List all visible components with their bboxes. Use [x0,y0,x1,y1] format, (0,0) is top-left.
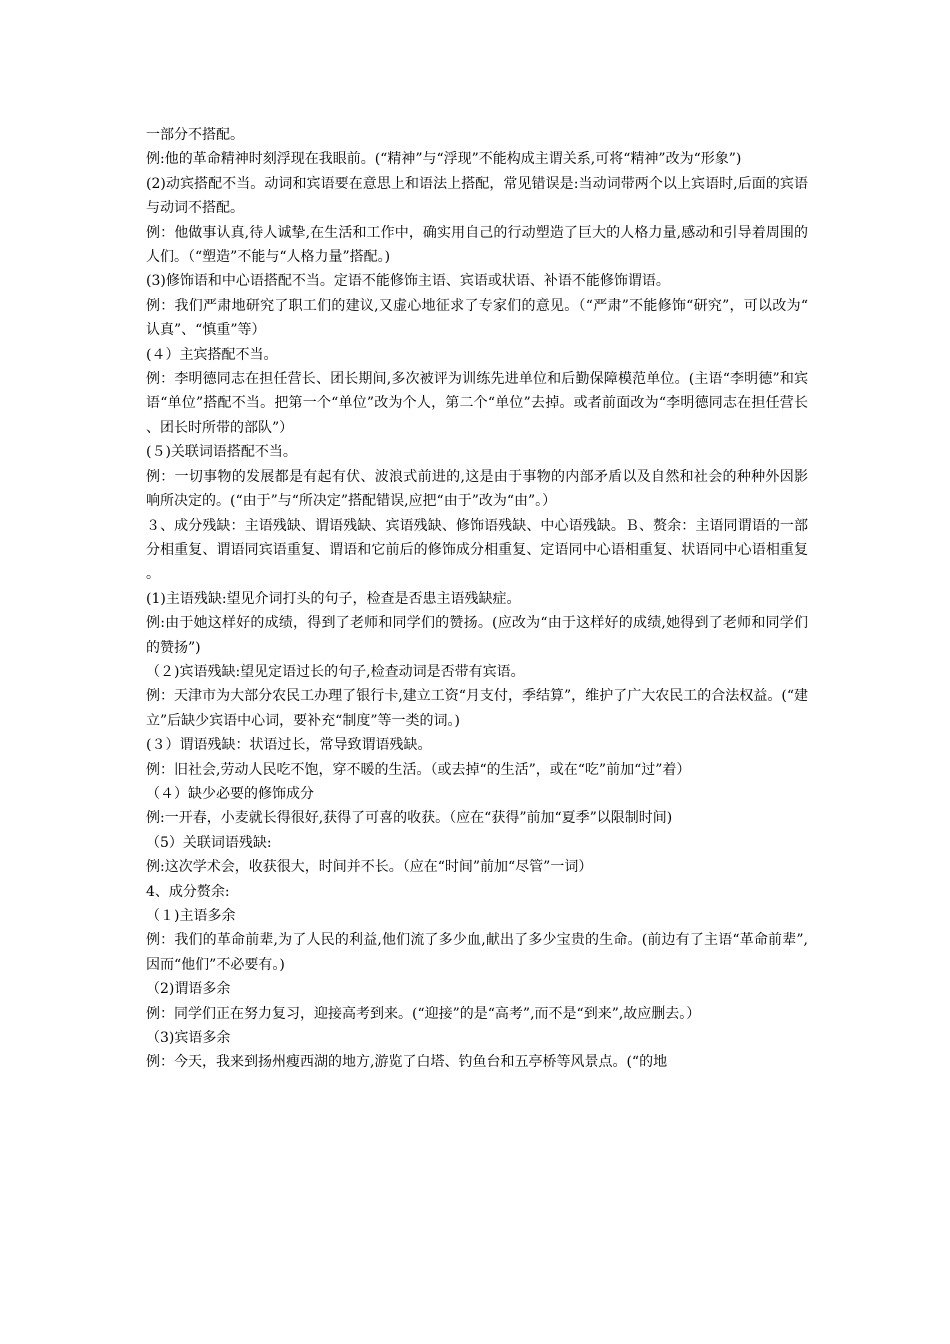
paragraph: 4、成分赘余: [146,883,230,900]
paragraph: 例:由于她这样好的成绩，得到了老师和同学们的赞扬。(应改为“由于这样好的成绩,她得到了老师和同学们的赞扬”) [146,615,808,656]
paragraph: （４）缺少必要的修饰成分 [146,785,314,802]
paragraph: 例:他的革命精神时刻浮现在我眼前。(“精神”与“浮现”不能构成主谓关系,可将“精神”改为“形象”) [146,151,742,168]
paragraph: （2)谓语多余 [146,981,231,998]
paragraph: (3)修饰语和中心语搭配不当。定语不能修饰主语、宾语或状语、补语不能修饰谓语。 [146,273,670,290]
document-body [146,123,808,1075]
paragraph: (３）谓语残缺：状语过长，常导致谓语残缺。 [146,737,432,754]
paragraph: （3)宾语多余 [146,1030,231,1047]
paragraph: 例:这次学术会，收获很大，时间并不长。（应在“时间”前加“尽管”一词） [146,859,593,876]
paragraph: 例：李明德同志在担任营长、团长期间,多次被评为训练先进单位和后勤保障模范单位。(主语“李明德”和宾语“单位”搭配不当。把第一个“单位”改为个人，第二个“单位”去掉。或者前面改为“李明德同志在担任营长、团长时所带的部队”） [146,371,808,436]
paragraph: (2)动宾搭配不当。动词和宾语要在意思上和语法上搭配，常见错误是:当动词带两个以上宾语时,后面的宾语与动词不搭配。 [146,175,808,217]
paragraph: 例：我们严肃地研究了职工们的建议,又虚心地征求了专家们的意见。（“严肃”不能修饰“研究”，可以改为“认真”、“慎重”等） [146,297,808,339]
paragraph: 例：今天，我来到扬州瘦西湖的地方,游览了白塔、钓鱼台和五亭桥等风景点。(“的地 [146,1054,668,1071]
paragraph: 例：一切事物的发展都是有起有伏、波浪式前进的,这是由于事物的内部矛盾以及自然和社会的种种外因影响所决定的。(“由于”与“所决定”搭配错误,应把“由于”改为“由”。） [146,468,808,510]
paragraph: 例：旧社会,劳动人民吃不饱，穿不暖的生活。（或去掉“的生活”，或在“吃”前加“过”着） [146,761,691,778]
paragraph: (４）主宾搭配不当。 [146,346,278,363]
paragraph: 一部分不搭配。 [146,127,244,143]
paragraph: 例：我们的革命前辈,为了人民的利益,他们流了多少血,献出了多少宝贵的生命。(前边有了主语“革命前辈”,因而“他们”不必要有。) [146,932,808,973]
paragraph: 例:一开春，小麦就长得很好,获得了可喜的收获。（应在“获得”前加“夏季”以限制时间) [146,810,673,827]
paragraph: （5）关联词语残缺: [146,834,272,851]
paragraph: ３、成分残缺：主语残缺、谓语残缺、宾语残缺、修饰语残缺、中心语残缺。Ｂ、赘余：主语同谓语的一部分相重复、谓语同宾语重复、谓语和它前后的修饰成分相重复、定语同中心语相重复、状语同中心语相重复。 [146,517,808,583]
paragraph: 例：同学们正在努力复习，迎接高考到来。(“迎接”的是“高考”,而不是“到来”,故应删去。） [146,1005,701,1022]
paragraph: （２)宾语残缺:望见定语过长的句子,检查动词是否带有宾语。 [146,663,525,680]
paragraph: (1)主语残缺:望见介词打头的句子，检查是否患主语残缺症。 [146,590,521,607]
paragraph: （１)主语多余 [146,908,236,924]
paragraph: (５)关联词语搭配不当。 [146,444,297,461]
paragraph: 例：他做事认真,待人诚挚,在生活和工作中，确实用自己的行动塑造了巨大的人格力量,感动和引导着周围的人们。（“塑造”不能与“人格力量”搭配。) [146,224,808,266]
paragraph: 例：天津市为大部分农民工办理了银行卡,建立工资“月支付，季结算”，维护了广大农民工的合法权益。(“建立”后缺少宾语中心词，要补充“制度”等一类的词。) [146,688,808,729]
